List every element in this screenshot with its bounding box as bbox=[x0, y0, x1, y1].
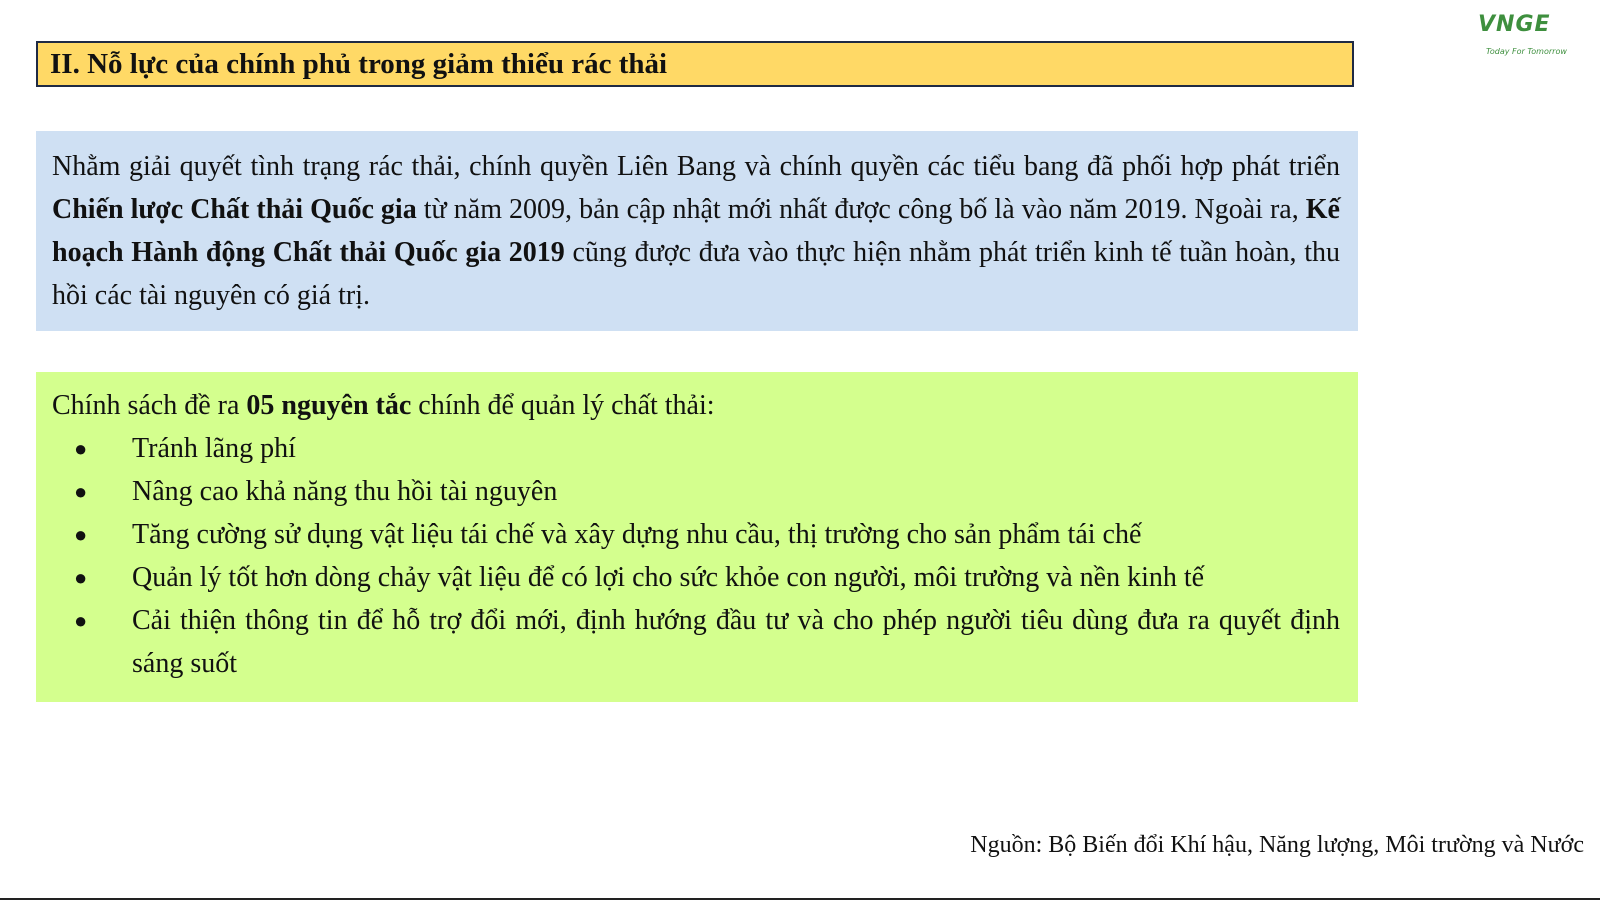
intro-text-2: từ năm 2009, bản cập nhật mới nhất được công bố là vào năm 2019. Ngoài ra, bbox=[416, 194, 1306, 225]
source-citation: Nguồn: Bộ Biến đổi Khí hậu, Năng lượng, Môi trường và Nước bbox=[970, 832, 1584, 858]
list-item bbox=[52, 556, 1340, 599]
list-item-text: Tránh lãng phí bbox=[132, 433, 296, 464]
intro-box bbox=[36, 131, 1358, 331]
intro-bold-action-plan: Kế hoạch Hành động Chất thải Quốc gia 2019 bbox=[52, 194, 1340, 268]
list-item bbox=[52, 470, 1340, 513]
logo-tagline: Today For Tomorrow bbox=[1486, 47, 1567, 56]
bullet-icon: ● bbox=[74, 565, 88, 590]
section-title: II. Nỗ lực của chính phủ trong giảm thiểu rác thải bbox=[50, 47, 668, 80]
list-item-text: Cải thiện thông tin để hỗ trợ đổi mới, định hướng đầu tư và cho phép người tiêu dùng đưa ra quyết định sáng suốt bbox=[132, 605, 1340, 679]
list-item bbox=[52, 599, 1340, 685]
list-item-text: Quản lý tốt hơn dòng chảy vật liệu để có lợi cho sức khỏe con người, môi trường và nền kinh tế bbox=[132, 562, 1205, 593]
list-item-text: Nâng cao khả năng thu hồi tài nguyên bbox=[132, 476, 558, 507]
section-title-bar bbox=[36, 41, 1354, 87]
intro-text-1: Nhằm giải quyết tình trạng rác thải, chính quyền Liên Bang và chính quyền các tiểu bang đã phối hợp phát triển bbox=[52, 151, 1340, 182]
list-item-text: Tăng cường sử dụng vật liệu tái chế và xây dựng nhu cầu, thị trường cho sản phẩm tái chế bbox=[132, 519, 1142, 550]
principles-lead-tail: chính để quản lý chất thải: bbox=[411, 390, 715, 421]
principles-lead bbox=[52, 384, 1340, 427]
vnge-logo bbox=[1478, 12, 1594, 62]
principles-list bbox=[52, 427, 1340, 685]
bullet-icon: ● bbox=[74, 608, 88, 633]
principles-box bbox=[36, 372, 1358, 702]
list-item bbox=[52, 513, 1340, 556]
bullet-icon: ● bbox=[74, 479, 88, 504]
bullet-icon: ● bbox=[74, 522, 88, 547]
bullet-icon: ● bbox=[74, 436, 88, 461]
principles-lead-bold: 05 nguyên tắc bbox=[246, 390, 412, 421]
principles-lead-text: Chính sách đề ra bbox=[52, 390, 247, 421]
list-item bbox=[52, 427, 1340, 470]
logo-mark: VNGE bbox=[1478, 12, 1551, 37]
intro-bold-strategy: Chiến lược Chất thải Quốc gia bbox=[52, 194, 417, 225]
intro-text-3: cũng được đưa vào thực hiện nhằm phát triển kinh tế tuần hoàn, thu hồi các tài nguyên có giá trị. bbox=[52, 237, 1340, 311]
